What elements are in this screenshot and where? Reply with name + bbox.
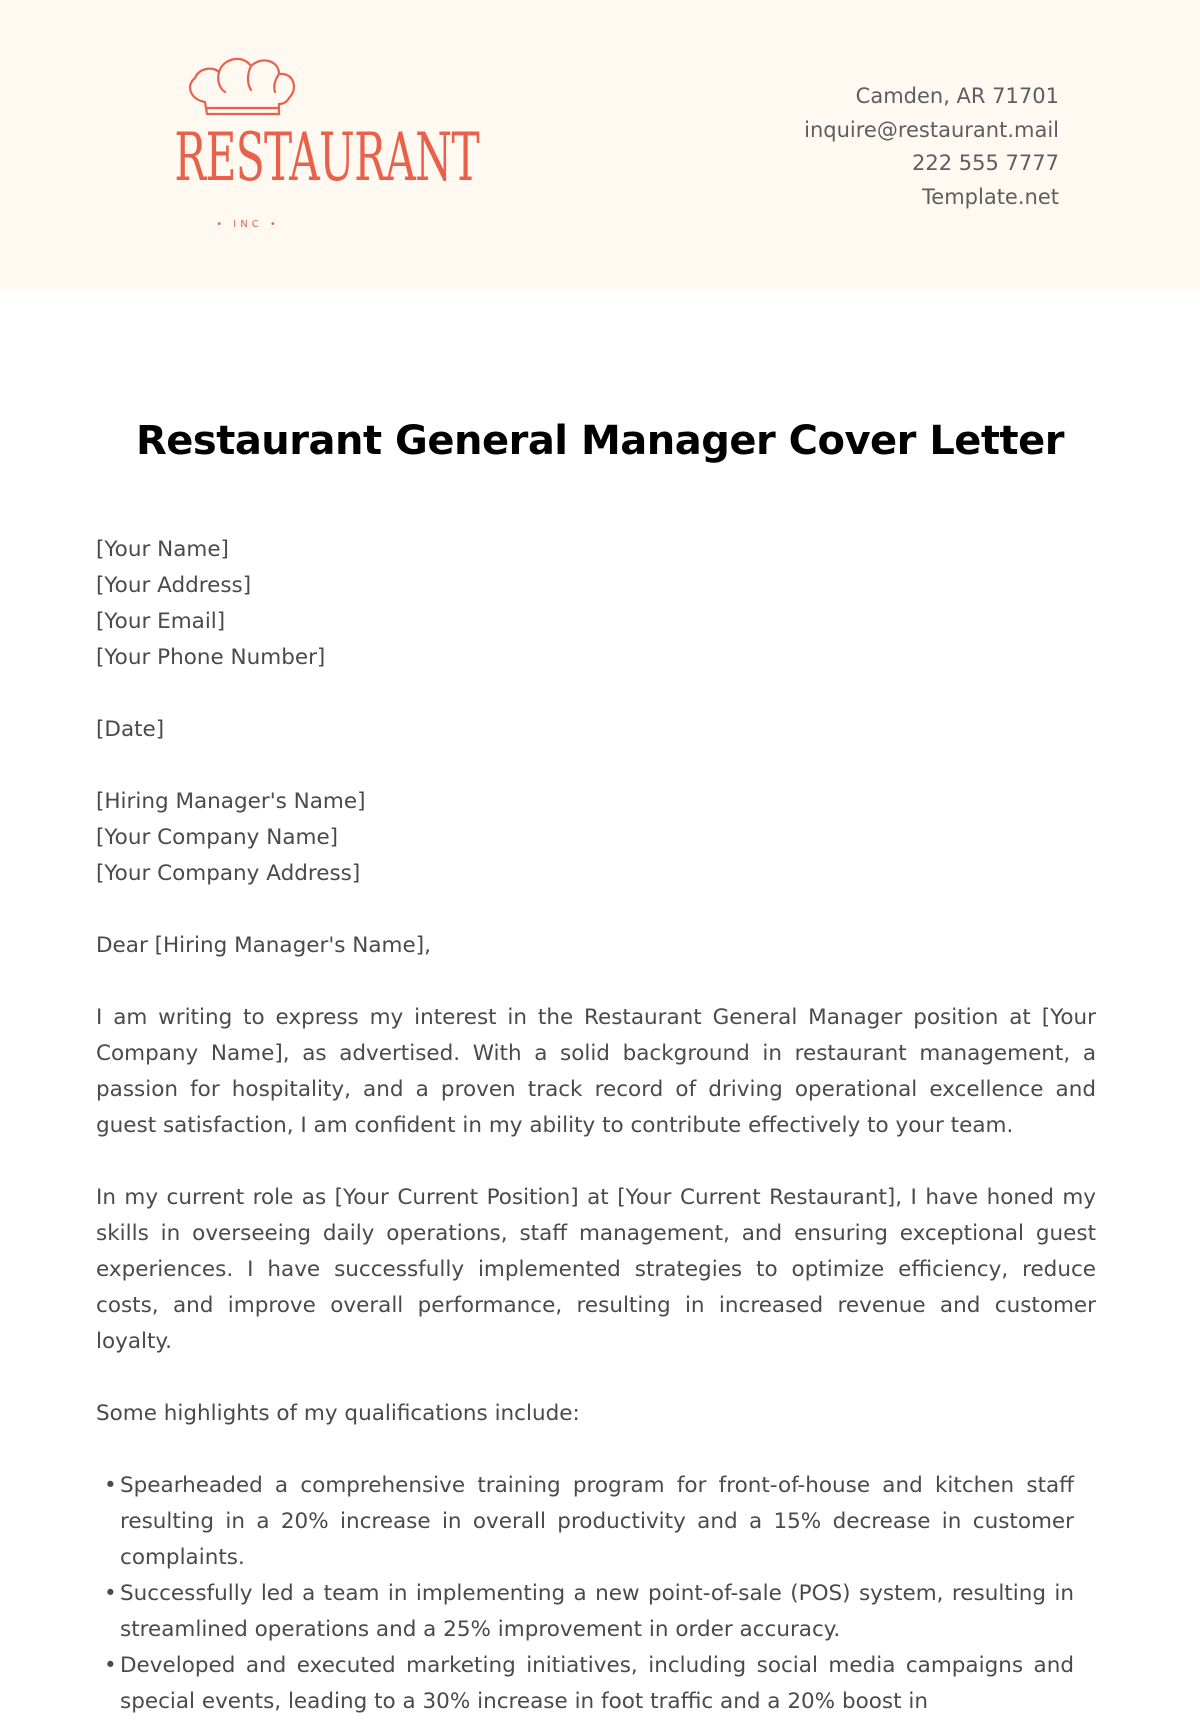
sender-phone: [Your Phone Number] xyxy=(96,645,326,670)
restaurant-logo xyxy=(133,52,479,242)
contact-phone: 222 555 7777 xyxy=(912,151,1059,175)
sender-name: [Your Name] xyxy=(96,537,229,562)
spacer xyxy=(96,1144,1096,1180)
document-title: Restaurant General Manager Cover Letter xyxy=(135,418,1065,464)
sender-address: [Your Address] xyxy=(96,573,252,598)
bullet-icon: • xyxy=(104,1581,117,1606)
list-item-text: Developed and executed marketing initiatives, including social media campaigns and special events, leading to a 30% increase in foot traffic and a 20% boost in xyxy=(120,1653,1074,1714)
contact-website: Template.net xyxy=(922,184,1059,209)
letter-body xyxy=(96,532,1096,1720)
logo-wordmark: RESTAURANT xyxy=(174,119,479,196)
spacer xyxy=(96,1432,1096,1468)
bullet-icon: • xyxy=(104,1473,117,1498)
bullet-icon: • xyxy=(104,1653,117,1678)
recipient-company-address: [Your Company Address] xyxy=(96,861,361,886)
body-paragraph: In my current role as [Your Current Position] at [Your Current Restaurant], I have honed my skills in overseeing daily operations, staff management, and ensuring exceptional guest experiences. I have successfully implemented strategies to optimize efficiency, reduce costs, and improve overall performance, resulting in increased revenue and customer loyalty. xyxy=(96,1185,1096,1354)
contact-email: inquire@restaurant.mail xyxy=(804,117,1059,142)
list-item xyxy=(96,1468,1074,1576)
spacer xyxy=(96,1360,1096,1396)
highlights-list xyxy=(96,1468,1074,1720)
spacer xyxy=(96,676,1096,712)
contact-address: Camden, AR 71701 xyxy=(855,84,1059,108)
letter-date: [Date] xyxy=(96,717,165,742)
sender-email: [Your Email] xyxy=(96,609,226,634)
list-item xyxy=(96,1648,1074,1720)
spacer xyxy=(96,892,1096,928)
recipient-name: [Hiring Manager's Name] xyxy=(96,789,366,814)
salutation: Dear [Hiring Manager's Name], xyxy=(96,933,431,958)
list-item xyxy=(96,1576,1074,1648)
list-item-text: Spearheaded a comprehensive training program for front-of-house and kitchen staff resulting in a 20% increase in overall productivity and a 15% decrease in customer complaints. xyxy=(120,1473,1074,1570)
logo-subtitle: • INC • xyxy=(216,219,280,230)
highlights-intro: Some highlights of my qualifications include: xyxy=(96,1401,580,1426)
list-item-text: Successfully led a team in implementing a new point-of-sale (POS) system, resulting in streamlined operations and a 25% improvement in order accuracy. xyxy=(120,1581,1074,1642)
contact-block xyxy=(804,80,1059,214)
chef-hat-icon xyxy=(133,52,363,122)
body-paragraph: I am writing to express my interest in the Restaurant General Manager position at [Your Company Name], as advertised. With a solid background in restaurant management, a passion for hospitality, and a proven track record of driving operational excellence and guest satisfaction, I am confident in my ability to contribute effectively to your team. xyxy=(96,1005,1096,1138)
spacer xyxy=(96,748,1096,784)
recipient-company: [Your Company Name] xyxy=(96,825,339,850)
spacer xyxy=(96,964,1096,1000)
letterhead xyxy=(0,0,1200,290)
